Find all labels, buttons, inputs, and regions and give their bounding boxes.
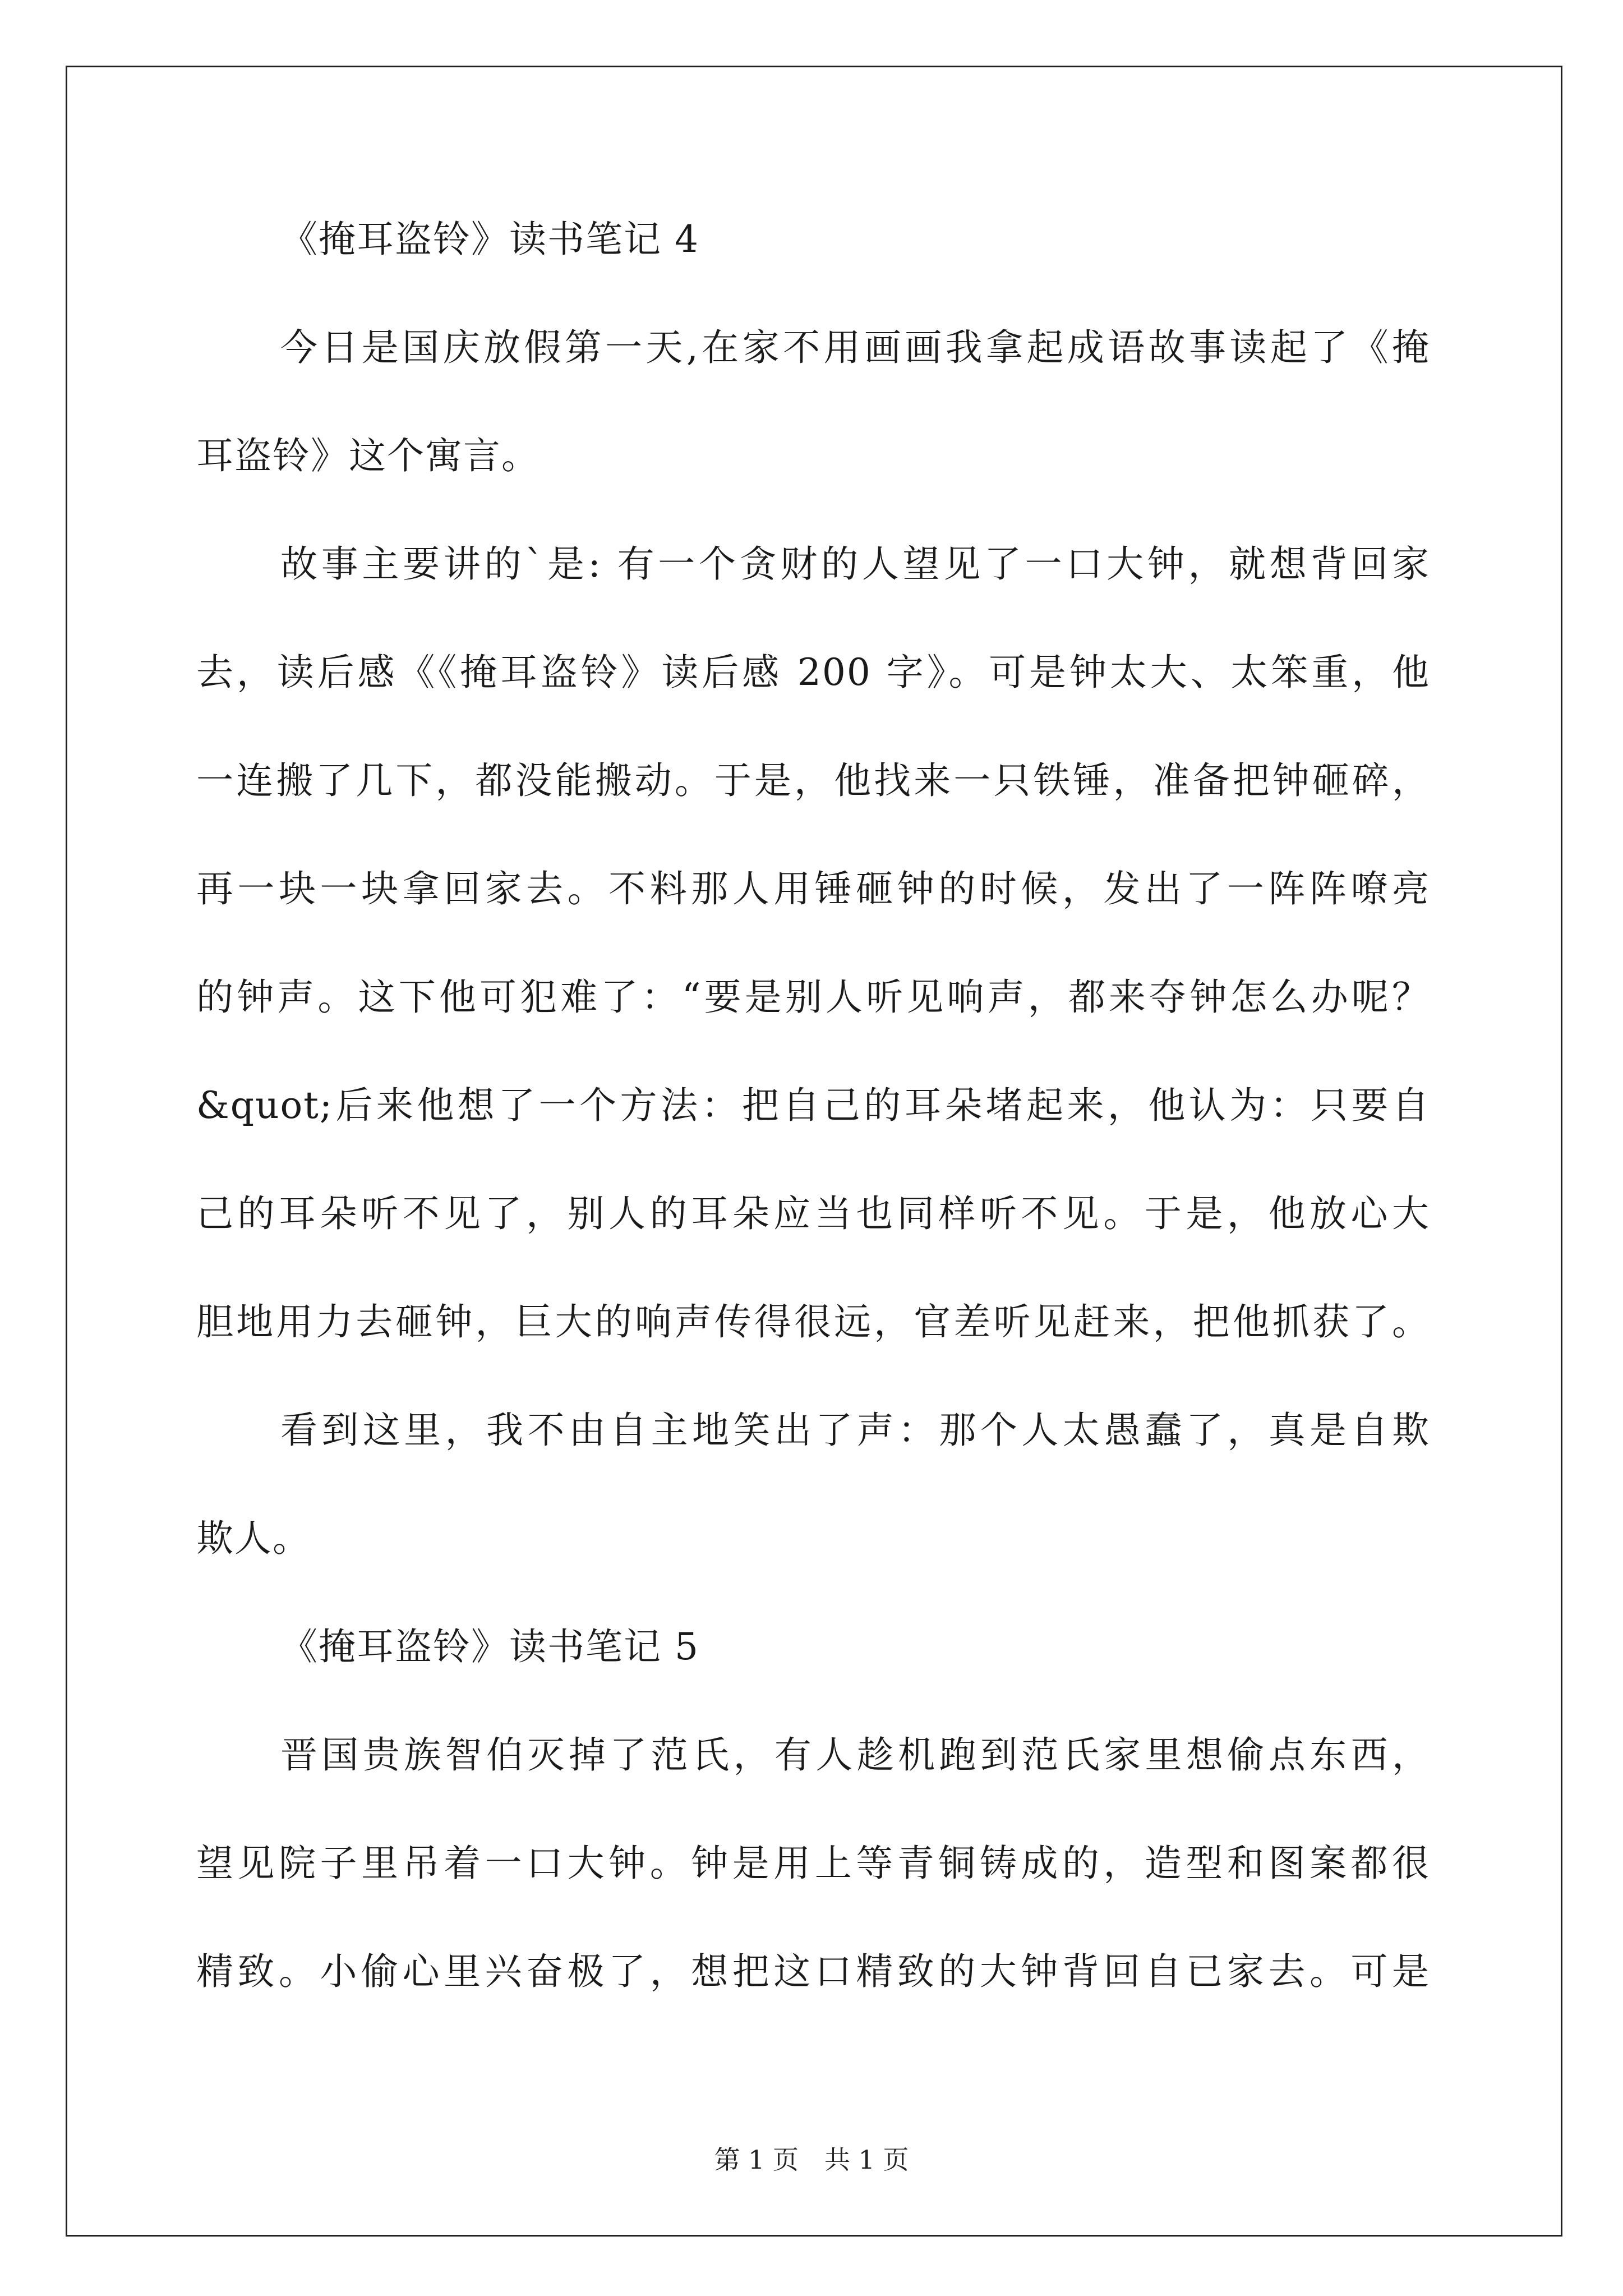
paragraph-line: 欺人。 <box>196 1517 311 1560</box>
paragraph-line: 己的耳朵听不见了，别人的耳朵应当也同样听不见。于是，他放心大 <box>196 1192 1430 1235</box>
paragraph-line: 精致。小偷心里兴奋极了，想把这口精致的大钟背回自已家去。可是 <box>196 1950 1430 1993</box>
paragraph-line: &quot;后来他想了一个方法：把自己的耳朵堵起来，他认为：只要自 <box>196 1084 1430 1127</box>
paragraph-line: 晋国贵族智伯灭掉了范氏，有人趁机跑到范氏家里想偷点东西， <box>280 1733 1430 1777</box>
paragraph-line: 看到这里，我不由自主地笑出了声：那个人太愚蠢了，真是自欺 <box>280 1409 1430 1452</box>
paragraph-line: 去，读后感《《掩耳盗铃》读后感 200 字》。可是钟太大、太笨重，他 <box>196 651 1430 694</box>
page-footer: 第 1 页 共 1 页 <box>714 2145 909 2175</box>
paragraph-line: 再一块一块拿回家去。不料那人用锤砸钟的时候，发出了一阵阵嘹亮 <box>196 867 1430 910</box>
paragraph-line: 故事主要讲的`是: 有一个贪财的人望见了一口大钟，就想背回家 <box>280 542 1430 586</box>
paragraph-line: 胆地用力去砸钟，巨大的响声传得很远，官差听见赶来，把他抓获了。 <box>196 1300 1430 1343</box>
paragraph-line: 今日是国庆放假第一天,在家不用画画我拿起成语故事读起了《掩 <box>280 326 1430 369</box>
paragraph-line: 耳盗铃》这个寓言。 <box>196 434 540 477</box>
paragraph-line: 的钟声。这下他可犯难了：“要是别人听见响声，都来夺钟怎么办呢？ <box>196 976 1430 1019</box>
heading-note-4: 《掩耳盗铃》读书笔记 4 <box>280 218 699 261</box>
paragraph-line: 一连搬了几下，都没能搬动。于是，他找来一只铁锤，准备把钟砸碎， <box>196 759 1430 802</box>
page-border <box>66 66 1562 2237</box>
paragraph-line: 望见院子里吊着一口大钟。钟是用上等青铜铸成的，造型和图案都很 <box>196 1842 1430 1885</box>
heading-note-5: 《掩耳盗铃》读书笔记 5 <box>280 1625 699 1668</box>
